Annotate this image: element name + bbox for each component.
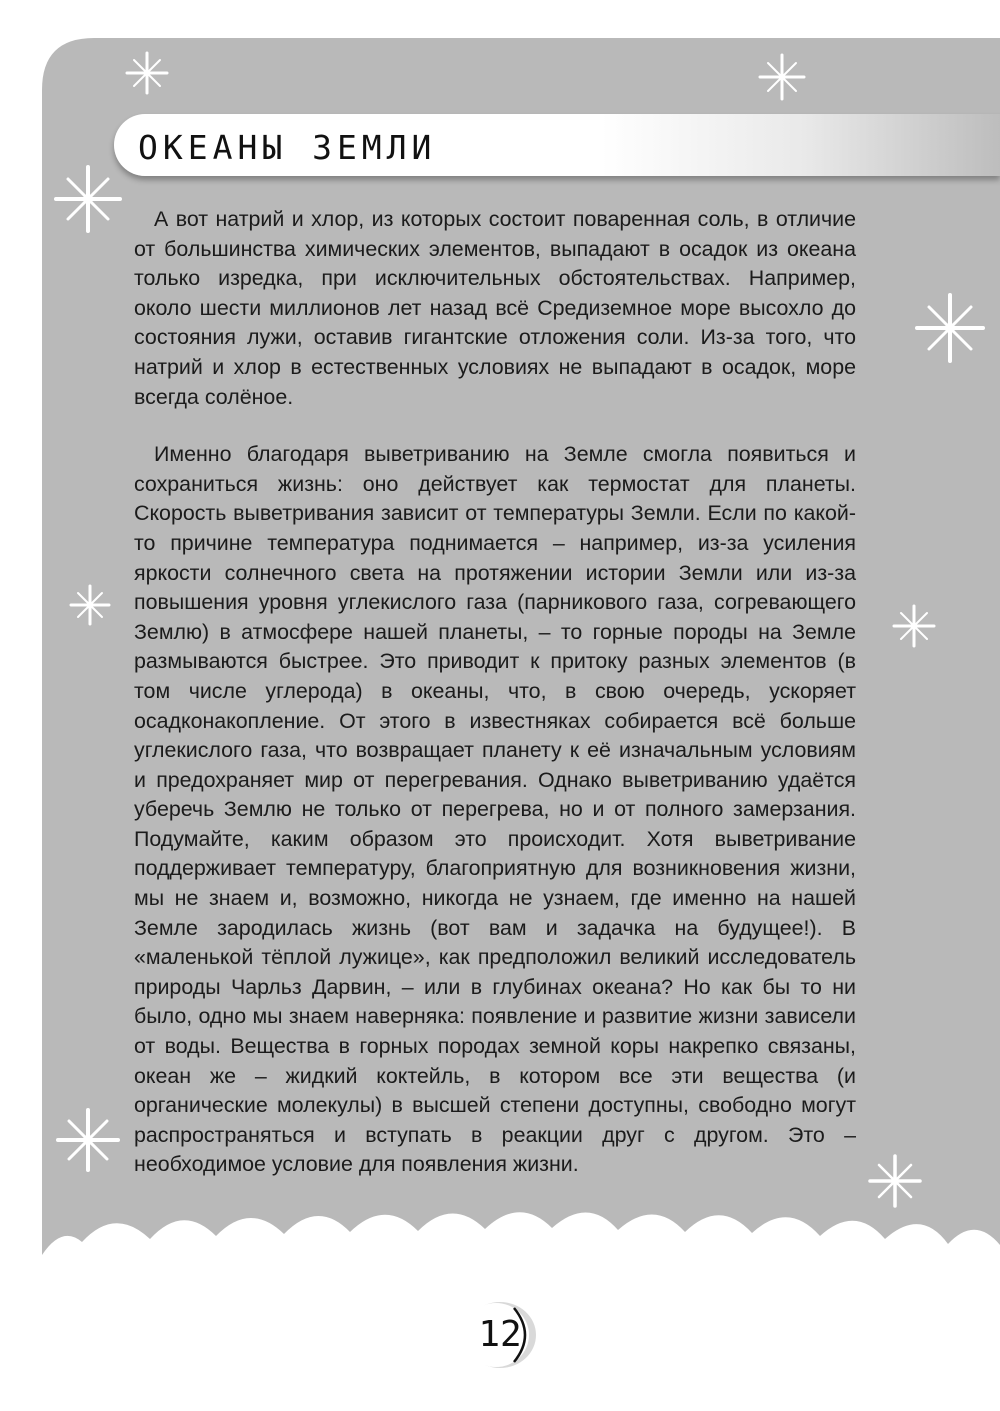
sparkle-star-icon bbox=[757, 52, 807, 102]
sparkle-star-icon bbox=[124, 50, 170, 96]
sparkle-star-icon bbox=[68, 583, 112, 627]
article-body bbox=[134, 205, 856, 1180]
sparkle-star-icon bbox=[53, 164, 123, 234]
paragraph: А вот натрий и хлор, из которых состоит поваренная соль, в отличие от большинства химических элементов, выпадают в осадок из океана только изредка, при исключительных обстоятельствах. Например, около шести миллионов лет назад всё Средиземное море высохло до состояния лужи, оставив гигантские отложения соли. Из-за того, что натрий и хлор в естественных условиях не выпадают в осадок, море всегда солёное. bbox=[134, 207, 856, 409]
sparkle-star-icon bbox=[55, 1107, 121, 1173]
page-title: ОКЕАНЫ ЗЕМЛИ bbox=[138, 128, 437, 167]
sparkle-star-icon bbox=[867, 1153, 923, 1209]
sparkle-star-icon bbox=[891, 603, 937, 649]
sparkle-star-icon bbox=[914, 292, 986, 364]
paragraph: Именно благодаря выветриванию на Земле смогла появиться и сохраниться жизнь: оно действует как термостат для планеты. Скорость выветривания зависит от температуры Земли. Если по какой-то причине температура поднимается – например, из-за усиления яркости солнечного света на протяжении истории Земли или из-за повышения уровня углекислого газа (парникового газа, согревающего Землю) в атмосфере нашей планеты, – то горные породы на Земле размываются быстрее. Это приводит к притоку разных элементов (в том числе углерода) в океаны, что, в свою очередь, ускоряет осадконакопление. От этого в известняках собирается всё больше углекислого газа, что возвращает планету к её изначальным условиям и предохраняет мир от перегревания. Однако выветриванию удаётся уберечь Землю не только от перегрева, но и от полного замерзания. Подумайте, каким образом это происходит. Хотя выветривание поддерживает температуру, благоприятную для возникновения жизни, мы не знаем и, возможно, никогда не узнаем, где именно на нашей Земле зародилась жизнь (вот вам и задачка на будущее!). В «маленькой тёплой лужице», как предположил великий исследователь природы Чарльз Дарвин, – или в глубинах океана? Но как бы то ни было, одно мы знаем наверняка: появление и развитие жизни зависели от воды. Вещества в горных породах земной коры накрепко связаны, океан же – жидкий коктейль, в котором все эти вещества (и органические молекулы) в высшей степени доступны, свободно могут распространяться и вступать в реакции друг с другом. Это – необходимое условие для появления жизни. bbox=[134, 442, 856, 1177]
page-number: 12 bbox=[478, 1314, 522, 1355]
